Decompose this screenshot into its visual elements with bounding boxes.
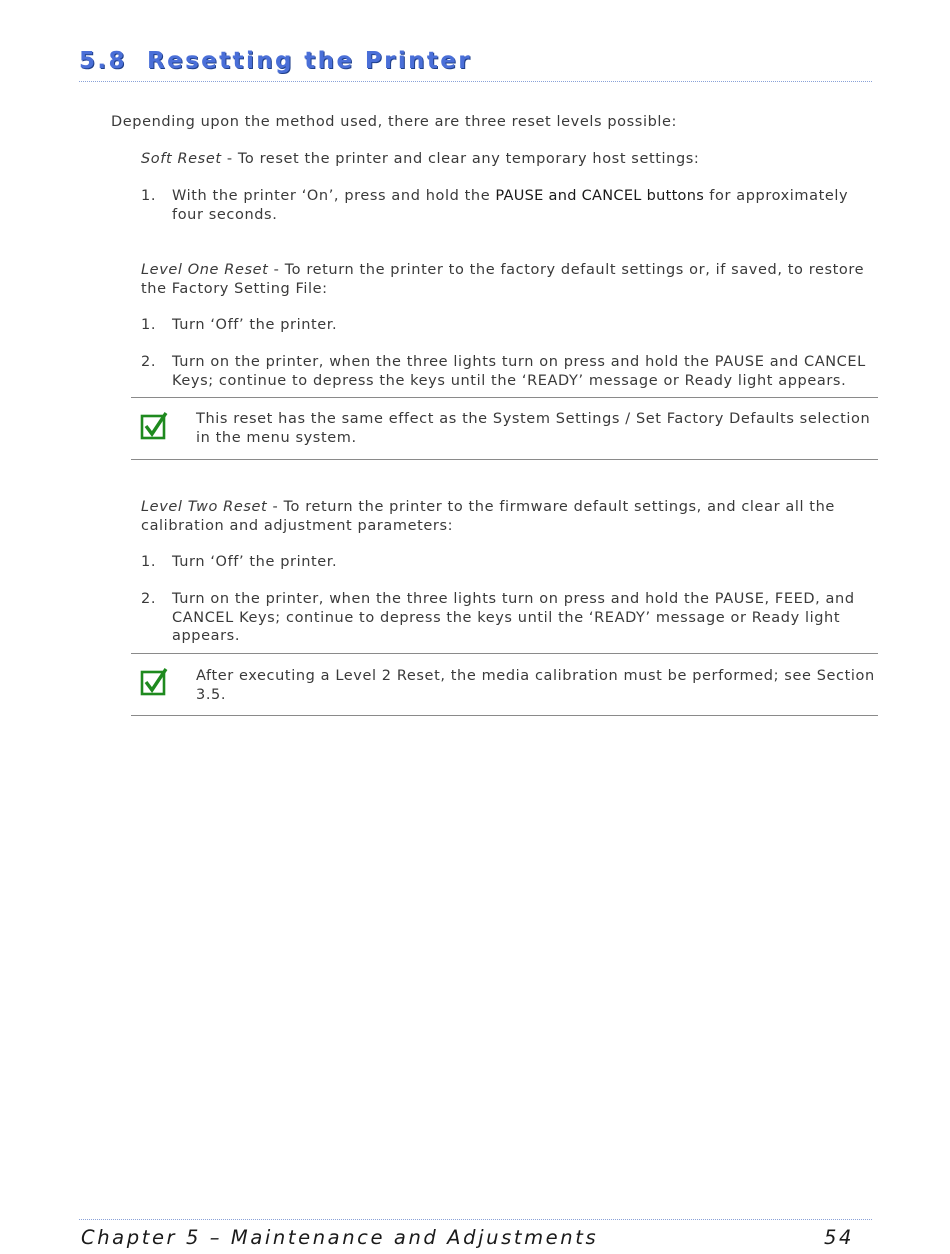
footer-divider (79, 1219, 872, 1220)
step-text-line: Turn on the printer, when the three lights turn on press and hold the PAUSE and CANCEL (172, 354, 866, 370)
title-divider (79, 81, 872, 82)
check-icon (140, 412, 168, 440)
note-text-line: This reset has the same effect as the System Settings / Set Factory Defaults selection (196, 411, 871, 427)
step-text-line: CANCEL Keys; continue to depress the keys until the ‘READY’ message or Ready light (172, 609, 841, 626)
check-icon (140, 668, 168, 696)
page-number: 54 (823, 1226, 854, 1249)
step-number: 1. (141, 317, 157, 333)
step-number: 1. (141, 188, 157, 204)
level-two-label: Level Two Reset (141, 499, 268, 515)
step-text-line: four seconds. (172, 206, 278, 223)
level-two-desc-cont: calibration and adjustment parameters: (141, 517, 454, 534)
level-one-label: Level One Reset (141, 262, 269, 278)
step-text-line: With the printer ‘On’, press and hold the PAUSE and CANCEL buttons for approximately (172, 188, 849, 204)
intro-paragraph: Depending upon the method used, there are three reset levels possible: (111, 114, 678, 130)
note-box (131, 653, 878, 716)
level-one-heading (141, 261, 864, 280)
note-text-line: 3.5. (196, 686, 227, 703)
step-number: 2. (141, 591, 157, 607)
soft-reset-label: Soft Reset (141, 151, 222, 167)
step-number: 2. (141, 354, 157, 370)
level-two-heading (141, 498, 835, 517)
soft-reset-heading (141, 150, 699, 169)
level-one-desc: - To return the printer to the factory default settings or, if saved, to restore (268, 262, 865, 278)
section-number: 5.8 (79, 48, 127, 74)
level-two-desc: - To return the printer to the firmware default settings, and clear all the (267, 499, 835, 515)
step-text-line: Keys; continue to depress the keys until the ‘READY’ message or Ready light appears. (172, 372, 847, 389)
key-names: PAUSE and CANCEL buttons (495, 188, 705, 204)
soft-reset-desc: - To reset the printer and clear any temporary host settings: (221, 151, 700, 167)
step-number: 1. (141, 554, 157, 570)
step-text-line: Turn ‘Off’ the printer. (172, 317, 338, 333)
level-one-desc-cont: the Factory Setting File: (141, 280, 328, 297)
section-title: Resetting the Printer (146, 48, 473, 74)
note-box (131, 397, 878, 460)
note-text-line: in the menu system. (196, 429, 357, 446)
footer-chapter: Chapter 5 – Maintenance and Adjustments (81, 1226, 599, 1249)
step-text-line: Turn on the printer, when the three lights turn on press and hold the PAUSE, FEED, and (172, 591, 855, 607)
step-text-line: Turn ‘Off’ the printer. (172, 554, 338, 570)
page-title (79, 48, 472, 74)
note-text-line: After executing a Level 2 Reset, the media calibration must be performed; see Section (196, 668, 875, 684)
step-text-line: appears. (172, 628, 241, 644)
